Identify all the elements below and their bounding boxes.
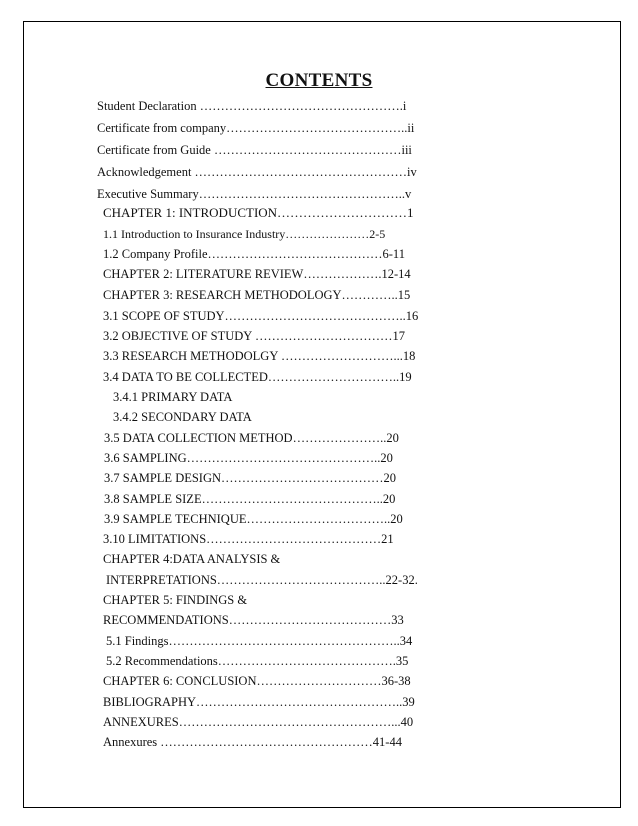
toc-entry: 3.5 DATA COLLECTION METHOD…………………..20 bbox=[104, 431, 399, 445]
toc-entry: 3.10 LIMITATIONS……………………………………21 bbox=[103, 532, 394, 546]
toc-entry: 3.6 SAMPLING………………………………………..20 bbox=[104, 451, 393, 465]
page-title: CONTENTS bbox=[265, 70, 373, 91]
toc-entry: 5.1 Findings………………………………………………..34 bbox=[106, 634, 413, 648]
toc-entry: CHAPTER 5: FINDINGS & bbox=[103, 593, 248, 607]
toc-entry: 1.2 Company Profile……………………………………6-11 bbox=[103, 247, 405, 261]
toc-entry: 3.7 SAMPLE DESIGN…………………………………20 bbox=[104, 471, 397, 485]
toc-entry: 3.2 OBJECTIVE OF STUDY ……………………………17 bbox=[103, 329, 405, 343]
toc-entry: CHAPTER 3: RESEARCH METHODOLOGY…………..15 bbox=[103, 288, 411, 302]
toc-entry: ANNEXURES……………………………………………...40 bbox=[103, 715, 414, 729]
toc-entry: Student Declaration ………………………………………….i bbox=[97, 99, 407, 113]
toc-entry: 3.4 DATA TO BE COLLECTED…………………………..19 bbox=[103, 370, 412, 384]
toc-entry: 3.1 SCOPE OF STUDY……………………………………..16 bbox=[103, 309, 419, 323]
toc-entry: 3.9 SAMPLE TECHNIQUE……………………………..20 bbox=[104, 512, 403, 526]
toc-entry: 5.2 Recommendations…………………………………….35 bbox=[106, 654, 409, 668]
toc-entry: CHAPTER 6: CONCLUSION…………………………36-38 bbox=[103, 674, 411, 688]
toc-entry: CHAPTER 2: LITERATURE REVIEW……………….12-14 bbox=[103, 267, 411, 281]
toc-entry: RECOMMENDATIONS…………………………………33 bbox=[103, 613, 404, 627]
toc-entry: 3.3 RESEARCH METHODOLGY ………………………...18 bbox=[103, 349, 416, 363]
toc-entry: Acknowledgement ……………………………………………iv bbox=[97, 165, 417, 179]
toc-entry: CHAPTER 4:DATA ANALYSIS & bbox=[103, 552, 281, 566]
toc-entry: 3.4.1 PRIMARY DATA bbox=[113, 390, 233, 404]
toc-entry: INTERPRETATIONS…………………………………..22-32. bbox=[106, 573, 418, 587]
toc-entry: 3.4.2 SECONDARY DATA bbox=[113, 410, 252, 424]
toc-entry: 3.8 SAMPLE SIZE……………………………………..20 bbox=[104, 492, 396, 506]
toc-entry: 1.1 Introduction to Insurance Industry…………………2-5 bbox=[103, 227, 386, 241]
toc-entry: Executive Summary…………………………………………..v bbox=[97, 187, 412, 201]
toc-entry: BIBLIOGRAPHY…………………………………………..39 bbox=[103, 695, 415, 709]
toc-entry: Certificate from Guide ………………………………………iii bbox=[97, 143, 412, 157]
toc-entry: Annexures ……………………………………………41-44 bbox=[103, 735, 402, 749]
toc-entry: Certificate from company……………………………………..ii bbox=[97, 121, 415, 135]
toc-entry: CHAPTER 1: INTRODUCTION…………………………1 bbox=[103, 205, 414, 220]
